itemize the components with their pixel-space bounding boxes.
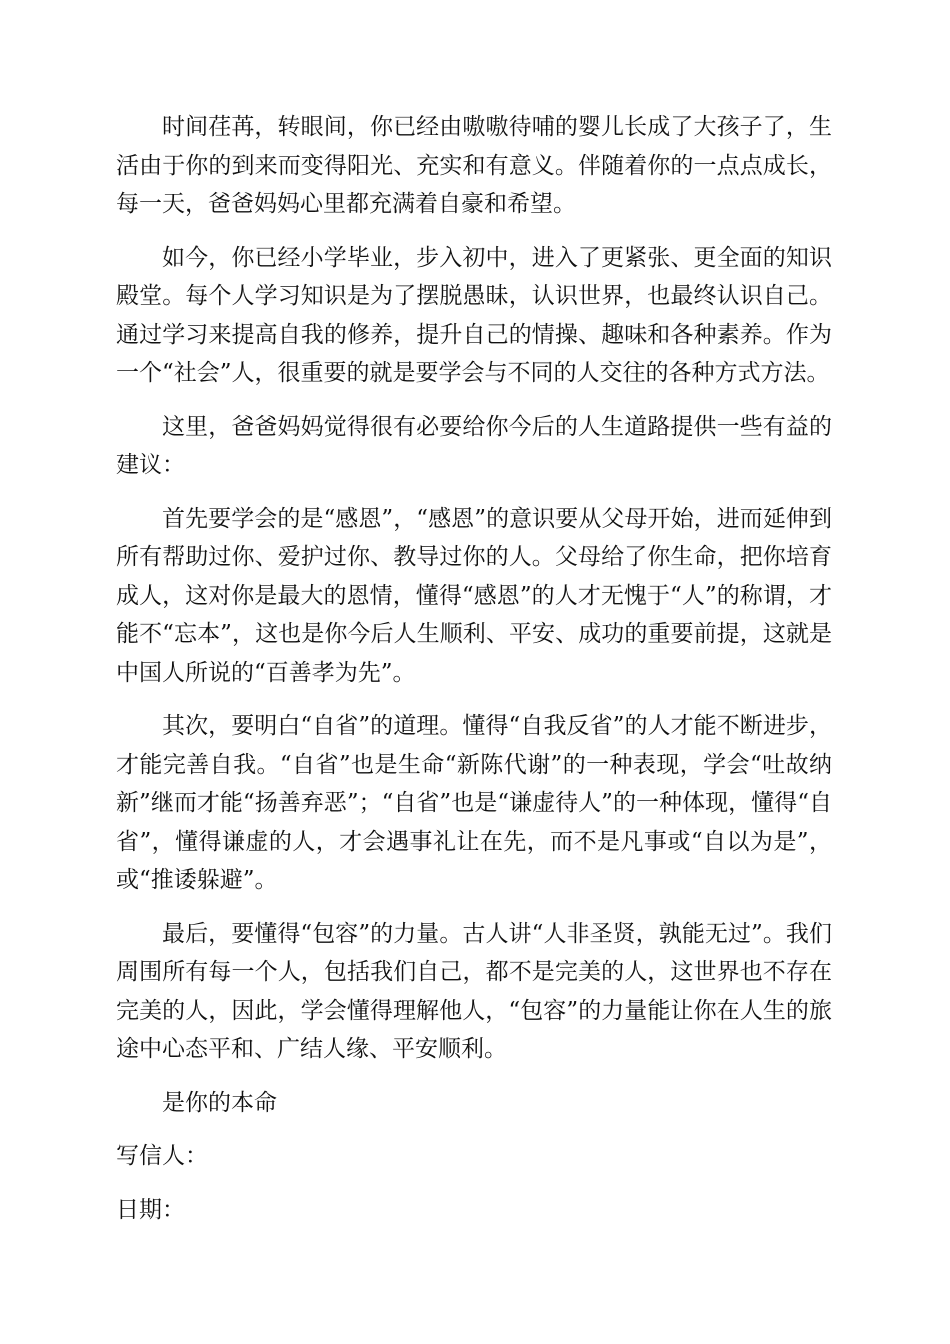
paragraph-self-reflection: 其次，要明白“自省”的道理。懂得“自我反省”的人才能不断进步，才能完善自我。“自省”也是生命“新陈代谢”的一种表现，学会“吐故纳新”继而才能“扬善弃恶”；“自省”也是“谦虚待人”的一种体现，懂得“自省”，懂得谦虚的人，才会遇事礼让在先，而不是凡事或“自以为是”，或“推诿躲避”。 xyxy=(116,713,832,893)
closing-line: 是你的本命 xyxy=(162,1089,277,1116)
paragraph-suggestion-intro: 这里，爸爸妈妈觉得很有必要给你今后的人生道路提供一些有益的建议： xyxy=(116,413,832,478)
writer-label: 写信人： xyxy=(116,1143,208,1169)
letter-body xyxy=(116,108,832,1244)
date-label: 日期： xyxy=(116,1196,185,1223)
paragraph-gratitude: 首先要学会的是“感恩”，“感恩”的意识要从父母开始，进而延伸到所有帮助过你、爱护过你、教导过你的人。父母给了你生命，把你培育成人，这对你是最大的恩情，懂得“感恩”的人才无愧于“人”的称谓，才能不“忘本”，这也是你今后人生顺利、平安、成功的重要前提，这就是中国人所说的“百善孝为先”。 xyxy=(116,505,832,686)
paragraph-tolerance: 最后，要懂得“包容”的力量。古人讲“人非圣贤，孰能无过”。我们周围所有每一个人，包括我们自己，都不是完美的人，这世界也不存在完美的人，因此，学会懂得理解他人，“包容”的力量能让你在人生的旅途中心态平和、广结人缘、平安顺利。 xyxy=(116,920,832,1062)
paragraph-opening: 时间荏苒，转眼间，你已经由嗷嗷待哺的婴儿长成了大孩子了，生活由于你的到来而变得阳光、充实和有意义。伴随着你的一点点成长，每一天，爸爸妈妈心里都充满着自豪和希望。 xyxy=(116,114,832,217)
paragraph-junior-school: 如今，你已经小学毕业，步入初中，进入了更紧张、更全面的知识殿堂。每个人学习知识是为了摆脱愚昧，认识世界，也最终认识自己。通过学习来提高自我的修养，提升自己的情操、趣味和各种素养。作为一个“社会”人，很重要的就是要学会与不同的人交往的各种方式方法。 xyxy=(116,244,832,386)
